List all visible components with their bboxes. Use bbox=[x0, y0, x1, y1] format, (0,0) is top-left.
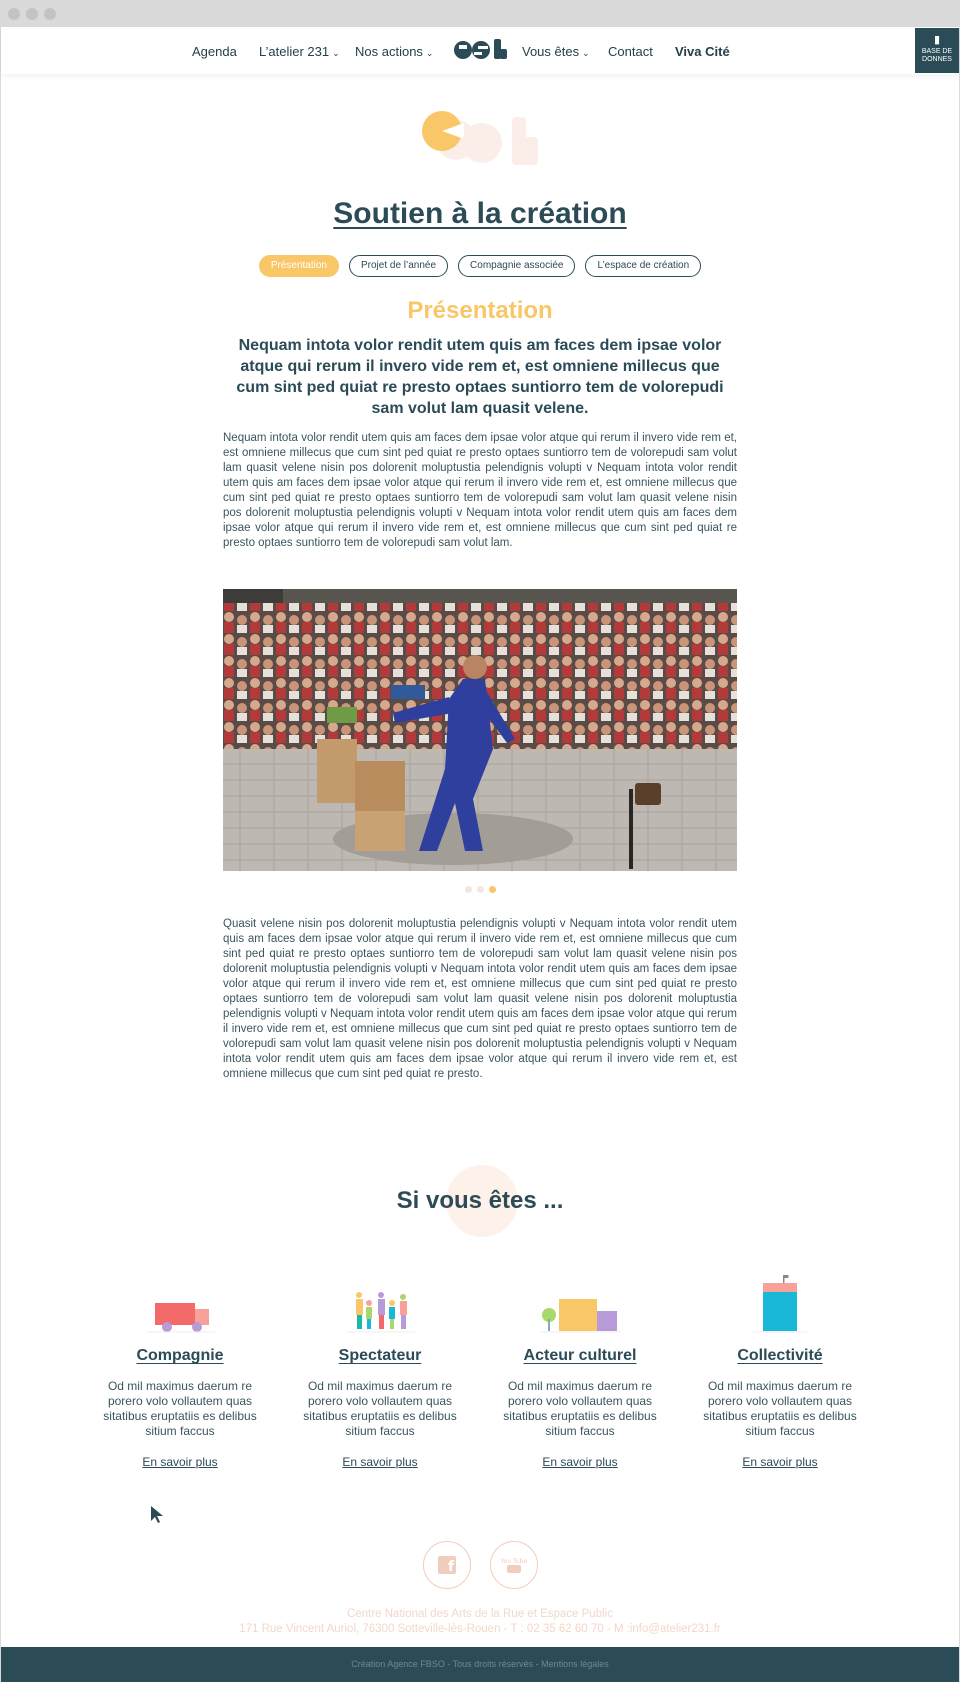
mouse-cursor-icon bbox=[151, 1506, 165, 1529]
nav-contact[interactable]: Contact bbox=[608, 44, 653, 59]
carousel-dot[interactable] bbox=[477, 886, 484, 893]
card-description: Od mil maximus daerum re porero volo vollautem quas sitatibus eruptatiis es delibus sitium faccus bbox=[503, 1379, 657, 1438]
database-button[interactable]: ▮ BASE DE DONNES bbox=[915, 28, 959, 73]
body-paragraph-1: Nequam intota volor rendit utem quis am faces dem ipsae volor atque qui rerum il invero vide rem et, est omniene millecus que cum sint ped quiat re presto optaes suntiorro tem de volorepudi sam volut lam quasit velene nisin pos dolorenit moluptustia pelendignis volupti v Nequam intota volor rendit utem quis am faces dem ipsae volor atque qui rerum il invero vide rem et, est omniene millecus que cum sint ped quiat re presto optaes suntiorro tem de volorepudi sam volut lam quasit velene nisin pos dolorenit moluptustia pelendignis volupti v Nequam intota volor rendit utem quis am faces dem ipsae volor atque qui rerum il invero vide rem et, est omniene millecus que cum sint ped quiat re presto optaes suntiorro tem de volorepudi sam volut lam. bbox=[223, 432, 737, 549]
section-title: Présentation bbox=[407, 297, 553, 324]
carousel-dot-active[interactable] bbox=[489, 886, 496, 893]
footer-credits[interactable]: Création Agence FBSO - Tous droits réservés - Mentions légales bbox=[351, 1659, 609, 1669]
svg-text:You Tube: You Tube bbox=[500, 1558, 528, 1565]
section-tabs bbox=[1, 255, 959, 277]
card-link[interactable]: En savoir plus bbox=[542, 1455, 618, 1469]
svg-text:f: f bbox=[448, 1559, 455, 1575]
nav-nos-actions[interactable]: Nos actions ⌄ bbox=[355, 44, 434, 59]
book-icon: ▮ bbox=[933, 34, 941, 46]
site-header bbox=[1, 27, 959, 74]
youtube-button[interactable] bbox=[490, 1541, 538, 1589]
card-compagnie bbox=[85, 1275, 275, 1471]
nav-atelier-231[interactable]: L’atelier 231 ⌄ bbox=[259, 44, 340, 59]
body-paragraph-2: Quasit velene nisin pos dolorenit moluptustia pelendignis volupti v Nequam intota volor rendit utem quis am faces dem ipsae volor atque qui rerum il invero vide rem et, est omniene millecus que cum sint ped quiat re presto optaes suntiorro tem de volorepudi sam volut lam quasit velene nisin pos dolorenit moluptustia pelendignis volupti v Nequam intota volor rendit utem quis am faces dem ipsae volor atque qui rerum il invero vide rem et, est omniene millecus que cum sint ped quiat re presto optaes suntiorro tem de volorepudi sam volut lam quasit velene nisin pos dolorenit moluptustia pelendignis volupti v Nequam intota volor rendit utem quis am faces dem ipsae volor atque qui rerum il invero vide rem et, est omniene millecus que cum sint ped quiat re presto optaes suntiorro tem de volorepudi sam volut lam quasit velene nisin pos dolorenit moluptustia pelendignis volupti v Nequam intota volor rendit utem quis am faces dem ipsae volor atque qui rerum il invero vide rem et, est omniene millecus que cum sint ped quiat re presto. bbox=[223, 918, 737, 1080]
window-maximize-dot[interactable] bbox=[44, 8, 56, 20]
facebook-icon bbox=[438, 1556, 456, 1574]
footer-address: 171 Rue Vincent Auriol, 76300 Sotteville-lès-Rouen - T : 02 35 62 60 70 - M :info@atelier231.fr bbox=[239, 1623, 721, 1635]
footer-bar bbox=[1, 1647, 959, 1682]
card-link[interactable]: En savoir plus bbox=[742, 1455, 818, 1469]
chevron-down-icon: ⌄ bbox=[332, 48, 340, 58]
nav-vous-etes[interactable]: Vous êtes ⌄ bbox=[522, 44, 590, 59]
hero-logo bbox=[422, 109, 540, 176]
page bbox=[1, 27, 959, 1682]
card-description: Od mil maximus daerum re porero volo vollautem quas sitatibus eruptatiis es delibus sitium faccus bbox=[303, 1379, 457, 1438]
card-description: Od mil maximus daerum re porero volo vollautem quas sitatibus eruptatiis es delibus sitium faccus bbox=[703, 1379, 857, 1438]
tab-projet-annee[interactable]: Projet de l’année bbox=[349, 255, 448, 277]
footer-org: Centre National des Arts de la Rue et Espace Public bbox=[347, 1608, 613, 1620]
card-acteur-culturel bbox=[485, 1275, 675, 1471]
card-description: Od mil maximus daerum re porero volo vollautem quas sitatibus eruptatiis es delibus sitium faccus bbox=[103, 1379, 257, 1438]
card-spectateur bbox=[285, 1275, 475, 1471]
window-minimize-dot[interactable] bbox=[26, 8, 38, 20]
window-close-dot[interactable] bbox=[8, 8, 20, 20]
chevron-down-icon: ⌄ bbox=[425, 48, 434, 58]
card-title[interactable]: Compagnie bbox=[136, 1347, 224, 1364]
nav-agenda[interactable]: Agenda bbox=[192, 44, 237, 59]
chevron-down-icon: ⌄ bbox=[582, 48, 590, 58]
card-title[interactable]: Spectateur bbox=[338, 1347, 422, 1364]
tab-presentation[interactable]: Présentation bbox=[259, 255, 339, 277]
footer-info bbox=[1, 1607, 959, 1637]
performance-photo bbox=[223, 589, 737, 871]
audience-title: Si vous êtes ... bbox=[396, 1187, 564, 1214]
card-link[interactable]: En savoir plus bbox=[142, 1455, 218, 1469]
card-title[interactable]: Acteur culturel bbox=[523, 1347, 637, 1364]
people-icon bbox=[335, 1275, 425, 1335]
page-title: Soutien à la création bbox=[333, 197, 627, 230]
card-collectivite bbox=[685, 1275, 875, 1471]
card-title[interactable]: Collectivité bbox=[737, 1347, 823, 1364]
street-performer-image bbox=[223, 589, 737, 871]
truck-icon bbox=[135, 1275, 225, 1335]
facebook-button[interactable] bbox=[423, 1541, 471, 1589]
venue-icon bbox=[535, 1275, 625, 1335]
card-link[interactable]: En savoir plus bbox=[342, 1455, 418, 1469]
hero-logo-icon bbox=[422, 109, 540, 171]
tab-espace-creation[interactable]: L’espace de création bbox=[585, 255, 701, 277]
logo-mark-icon bbox=[454, 35, 508, 65]
nav-viva-cite[interactable]: Viva Cité bbox=[675, 44, 730, 59]
town-hall-icon bbox=[735, 1275, 825, 1335]
youtube-icon bbox=[500, 1556, 528, 1574]
tab-compagnie-associee[interactable]: Compagnie associée bbox=[458, 255, 575, 277]
browser-chrome bbox=[0, 0, 960, 27]
carousel-dot[interactable] bbox=[465, 886, 472, 893]
carousel-dots bbox=[1, 886, 959, 893]
lead-paragraph: Nequam intota volor rendit utem quis am faces dem ipsae volor atque qui rerum il invero vide rem et, est omniene millecus que cum sint ped quiat re presto optaes suntiorro tem de volorepudi sam volut lam quasit velene. bbox=[236, 337, 724, 417]
site-logo[interactable] bbox=[454, 35, 508, 70]
